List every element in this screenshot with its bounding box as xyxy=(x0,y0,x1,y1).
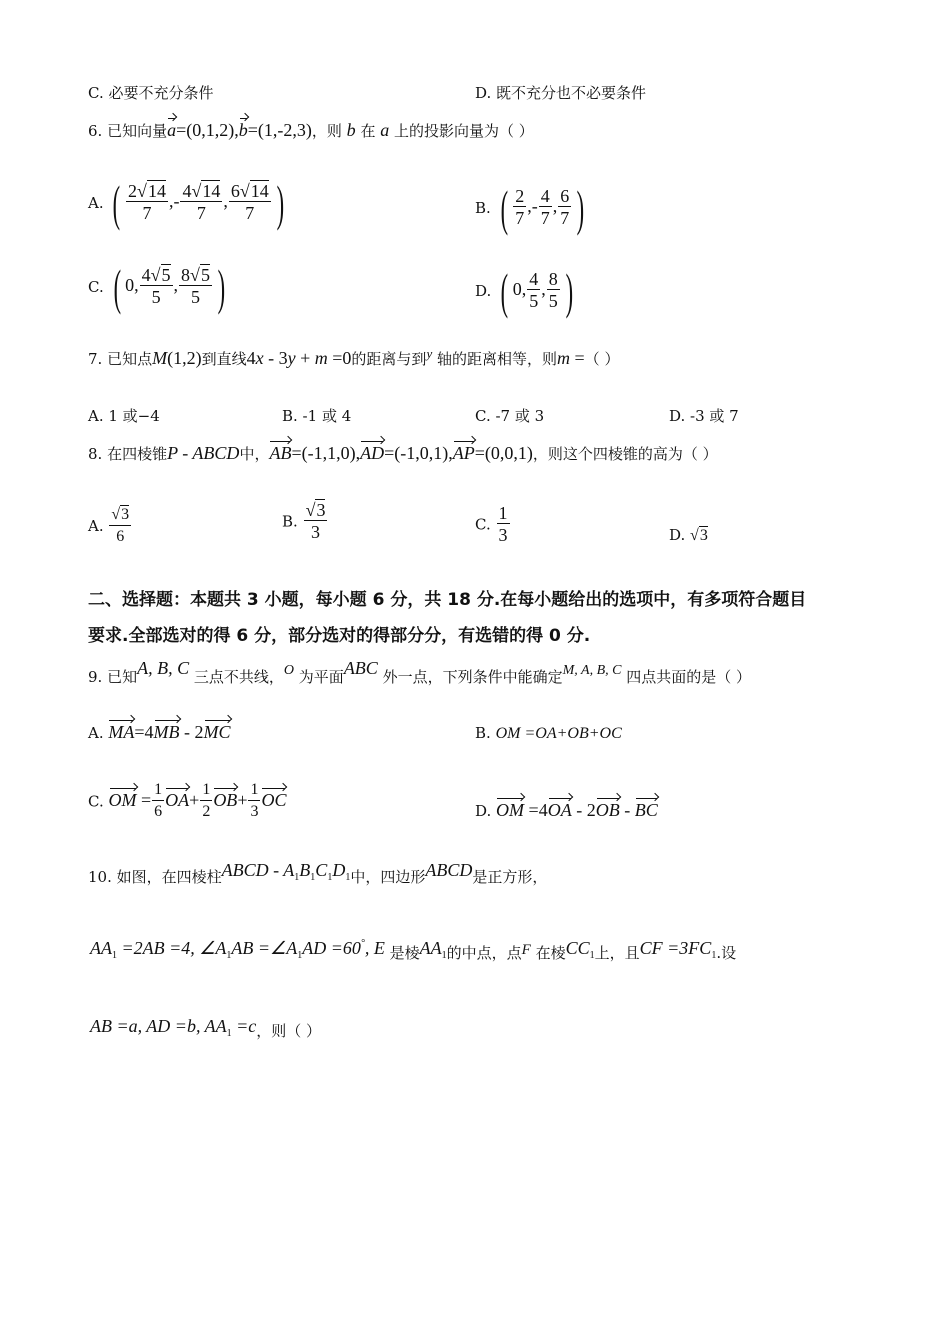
q9-option-a: A. MA=4MB - 2MC xyxy=(88,722,231,742)
q10-stem-line2: $AA_1 =2AB =4$, $\angle A_1AB$ $=\angle A_1AD =60^\circ$, E 是棱$AA_1$的中点，点F 在棱$CC_1$上，且CF $=3FC_1$.设 xyxy=(90,938,737,962)
q7-stem: 7. 已知点M(1,2)到直线4x - 3y + m =0的距离与到y 轴的距离相等，则m =（ ） xyxy=(88,346,620,368)
q6-option-d: D. ( 0, $\frac{4}{5}$ , $\frac{8}{5}$ ) xyxy=(475,263,573,319)
q8-option-d: D. √3 xyxy=(669,526,708,544)
q8-option-b: B. $\frac{√3}{3}$ xyxy=(282,500,326,542)
q9-option-c: C. OM = $\frac{1}{6}$ OA+ $\frac{1}{2}$ OB+ $\frac{1}{3}$ OC xyxy=(88,781,287,820)
q5-option-c: C. 必要不充分条件 xyxy=(88,84,214,102)
q9-stem: 9. 已知A, B, C 三点不共线，O 为平面ABC 外一点，下列条件中能确定M, A, B, C 四点共面的是（ ） xyxy=(88,658,752,686)
section2-heading-line1: 二、选择题：本题共 3 小题，每小题 6 分，共 18 分.在每小题给出的选项中，有多项符合题目 xyxy=(88,590,807,610)
q10-stem-line1: 10. 如图，在四棱柱ABCD - $A_1B_1C_1D_1$中，四边形ABCD是正方形， xyxy=(88,860,548,886)
q5-option-d: D. 既不充分也不必要条件 xyxy=(475,84,647,102)
q7-option-b: B. -1 或 4 xyxy=(282,407,352,425)
q6-option-b: B. ( $\frac{2}{7}$ ,- $\frac{4}{7}$ , $\frac{6}{7}$ ) xyxy=(475,180,585,236)
q10-stem-line3: AB =a, AD =b, $AA_1 =c$，则（ ） xyxy=(90,1016,322,1040)
section2-heading-line2: 要求.全部选对的得 6 分，部分选对的得部分分，有选错的得 0 分. xyxy=(88,626,591,646)
q7-option-a: A. 1 或−4 xyxy=(88,407,160,425)
q7-option-c: C. -7 或 3 xyxy=(475,407,545,425)
q6-stem: 6. 已知向量a=(0,1,2),b=(1,-2,3)，则 b 在 a 上的投影向量为（ ） xyxy=(88,120,534,140)
q7-option-d: D. -3 或 7 xyxy=(669,407,739,425)
q8-stem: 8. 在四棱锥P - ABCD中，AB=(-1,1,0),AD=(-1,0,1),AP=(0,0,1)，则这个四棱锥的高为（ ） xyxy=(88,443,718,463)
q8-option-c: C. $\frac{1}{3}$ xyxy=(475,503,508,545)
q8-option-a: A. $\frac{√3}{6}$ xyxy=(88,506,130,545)
q9-option-d: D. OM =4OA - 2OB - BC xyxy=(475,800,658,820)
q6-option-a: A. ( $\frac{2√14}{7}$ ,- $\frac{4√14}{7}$ , $\frac{6√14}{7}$ ) xyxy=(88,175,284,231)
q6-option-c: C. ( 0, $\frac{4√5}{5}$ , $\frac{8√5}{5}$ ) xyxy=(88,259,226,315)
q9-option-b: B. OM =OA+OB+OC xyxy=(475,724,622,742)
